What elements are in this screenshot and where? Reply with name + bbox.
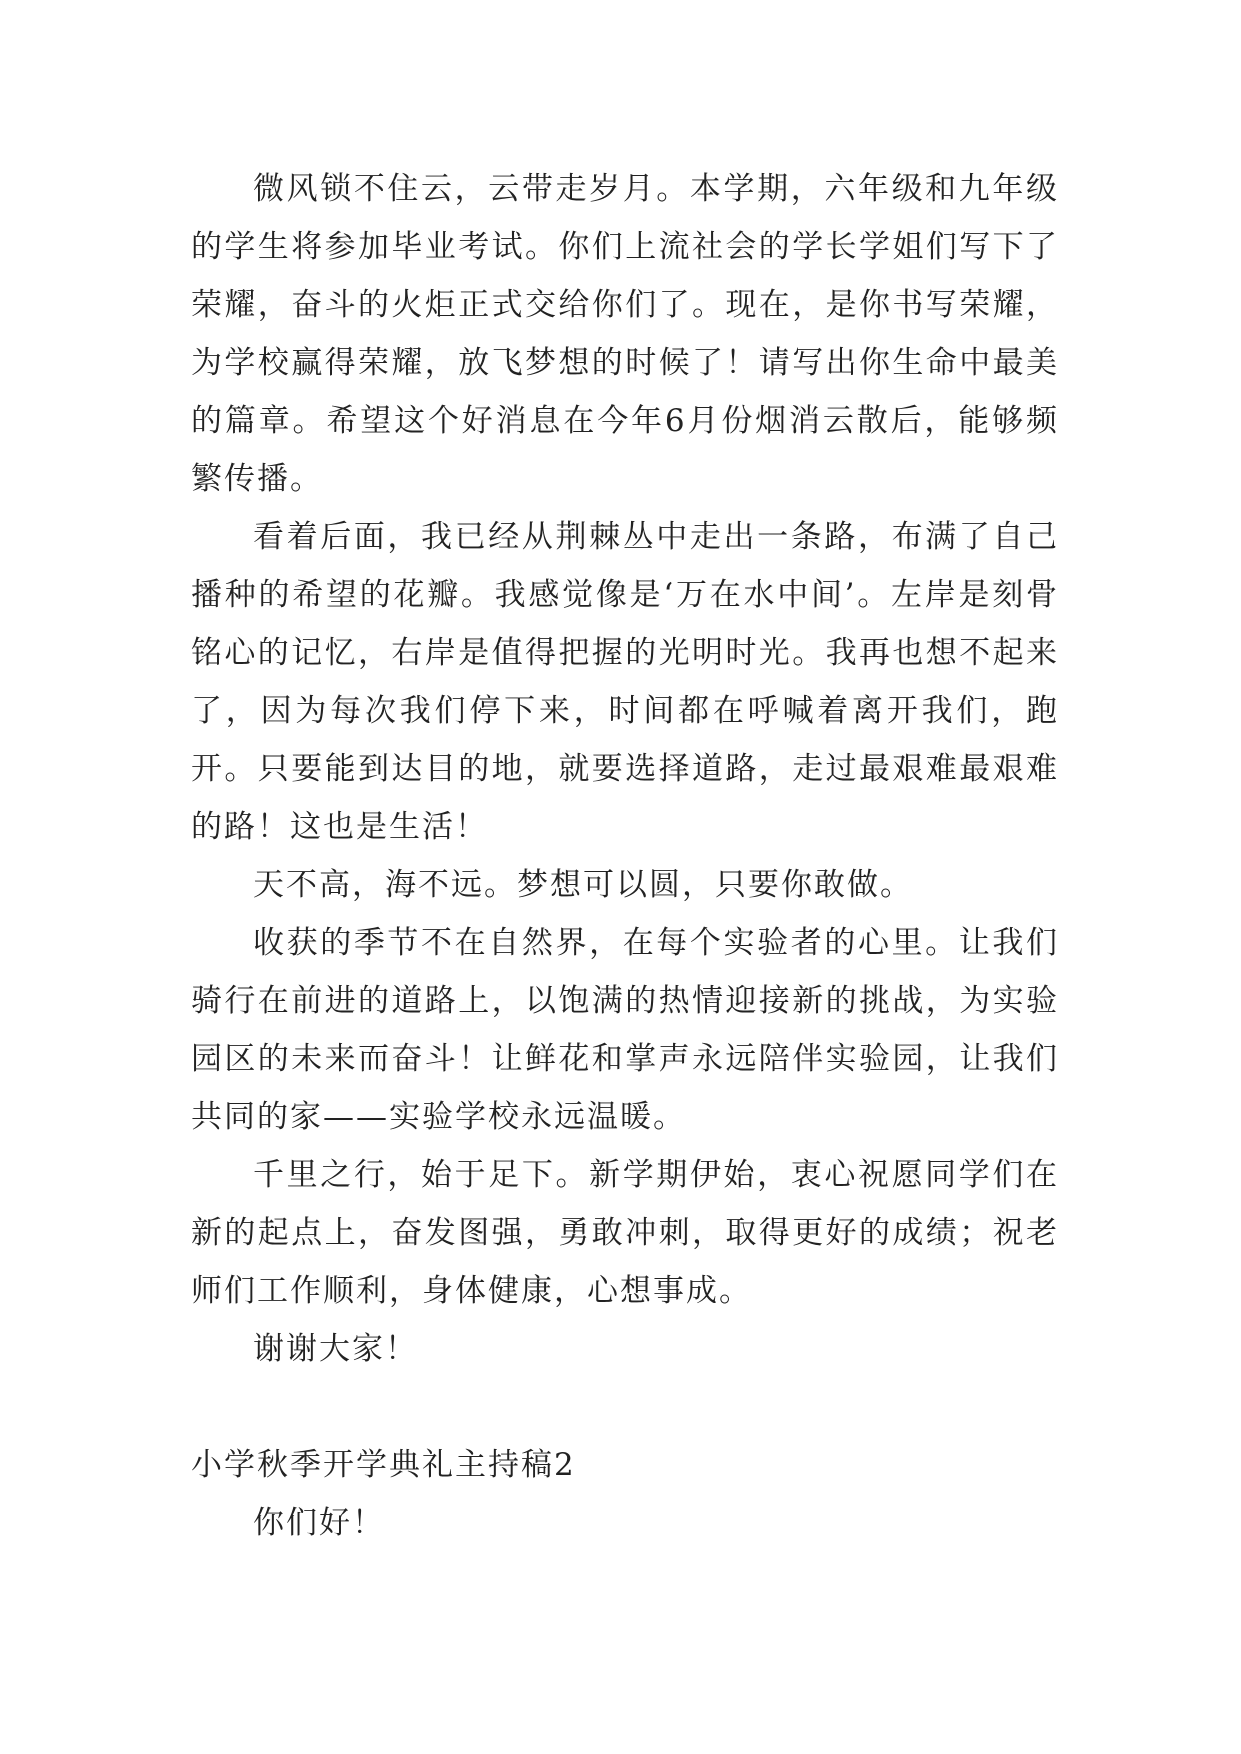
document-body — [191, 160, 1059, 1552]
paragraph-4: 收获的季节不在自然界，在每个实验者的心里。让我们骑行在前进的道路上，以饱满的热情迎接新的挑战，为实验园区的未来而奋斗！让鲜花和掌声永远陪伴实验园，让我们共同的家——实验学校永远温暖。 — [191, 925, 1059, 1135]
paragraph-5: 千里之行，始于足下。新学期伊始，衷心祝愿同学们在新的起点上，奋发图强，勇敢冲刺，取得更好的成绩；祝老师们工作顺利，身体健康，心想事成。 — [191, 1157, 1059, 1309]
paragraph-1: 微风锁不住云，云带走岁月。本学期，六年级和九年级的学生将参加毕业考试。你们上流社会的学长学姐们写下了荣耀，奋斗的火炬正式交给你们了。现在，是你书写荣耀，为学校赢得荣耀，放飞梦想的时候了！请写出你生命中最美的篇章。希望这个好消息在今年6月份烟消云散后，能够频繁传播。 — [191, 171, 1059, 497]
greeting: 你们好！ — [253, 1505, 385, 1541]
section-title: 小学秋季开学典礼主持稿2 — [191, 1447, 576, 1483]
paragraph-3: 天不高，海不远。梦想可以圆，只要你敢做。 — [253, 867, 913, 903]
paragraph-2: 看着后面，我已经从荆棘丛中走出一条路，布满了自己播种的希望的花瓣。我感觉像是‘万在水中间’。左岸是刻骨铭心的记忆，右岸是值得把握的光明时光。我再也想不起来了，因为每次我们停下来，时间都在呼喊着离开我们，跑开。只要能到达目的地，就要选择道路，走过最艰难最艰难的路！这也是生活！ — [191, 519, 1059, 845]
paragraph-6: 谢谢大家！ — [253, 1331, 418, 1367]
